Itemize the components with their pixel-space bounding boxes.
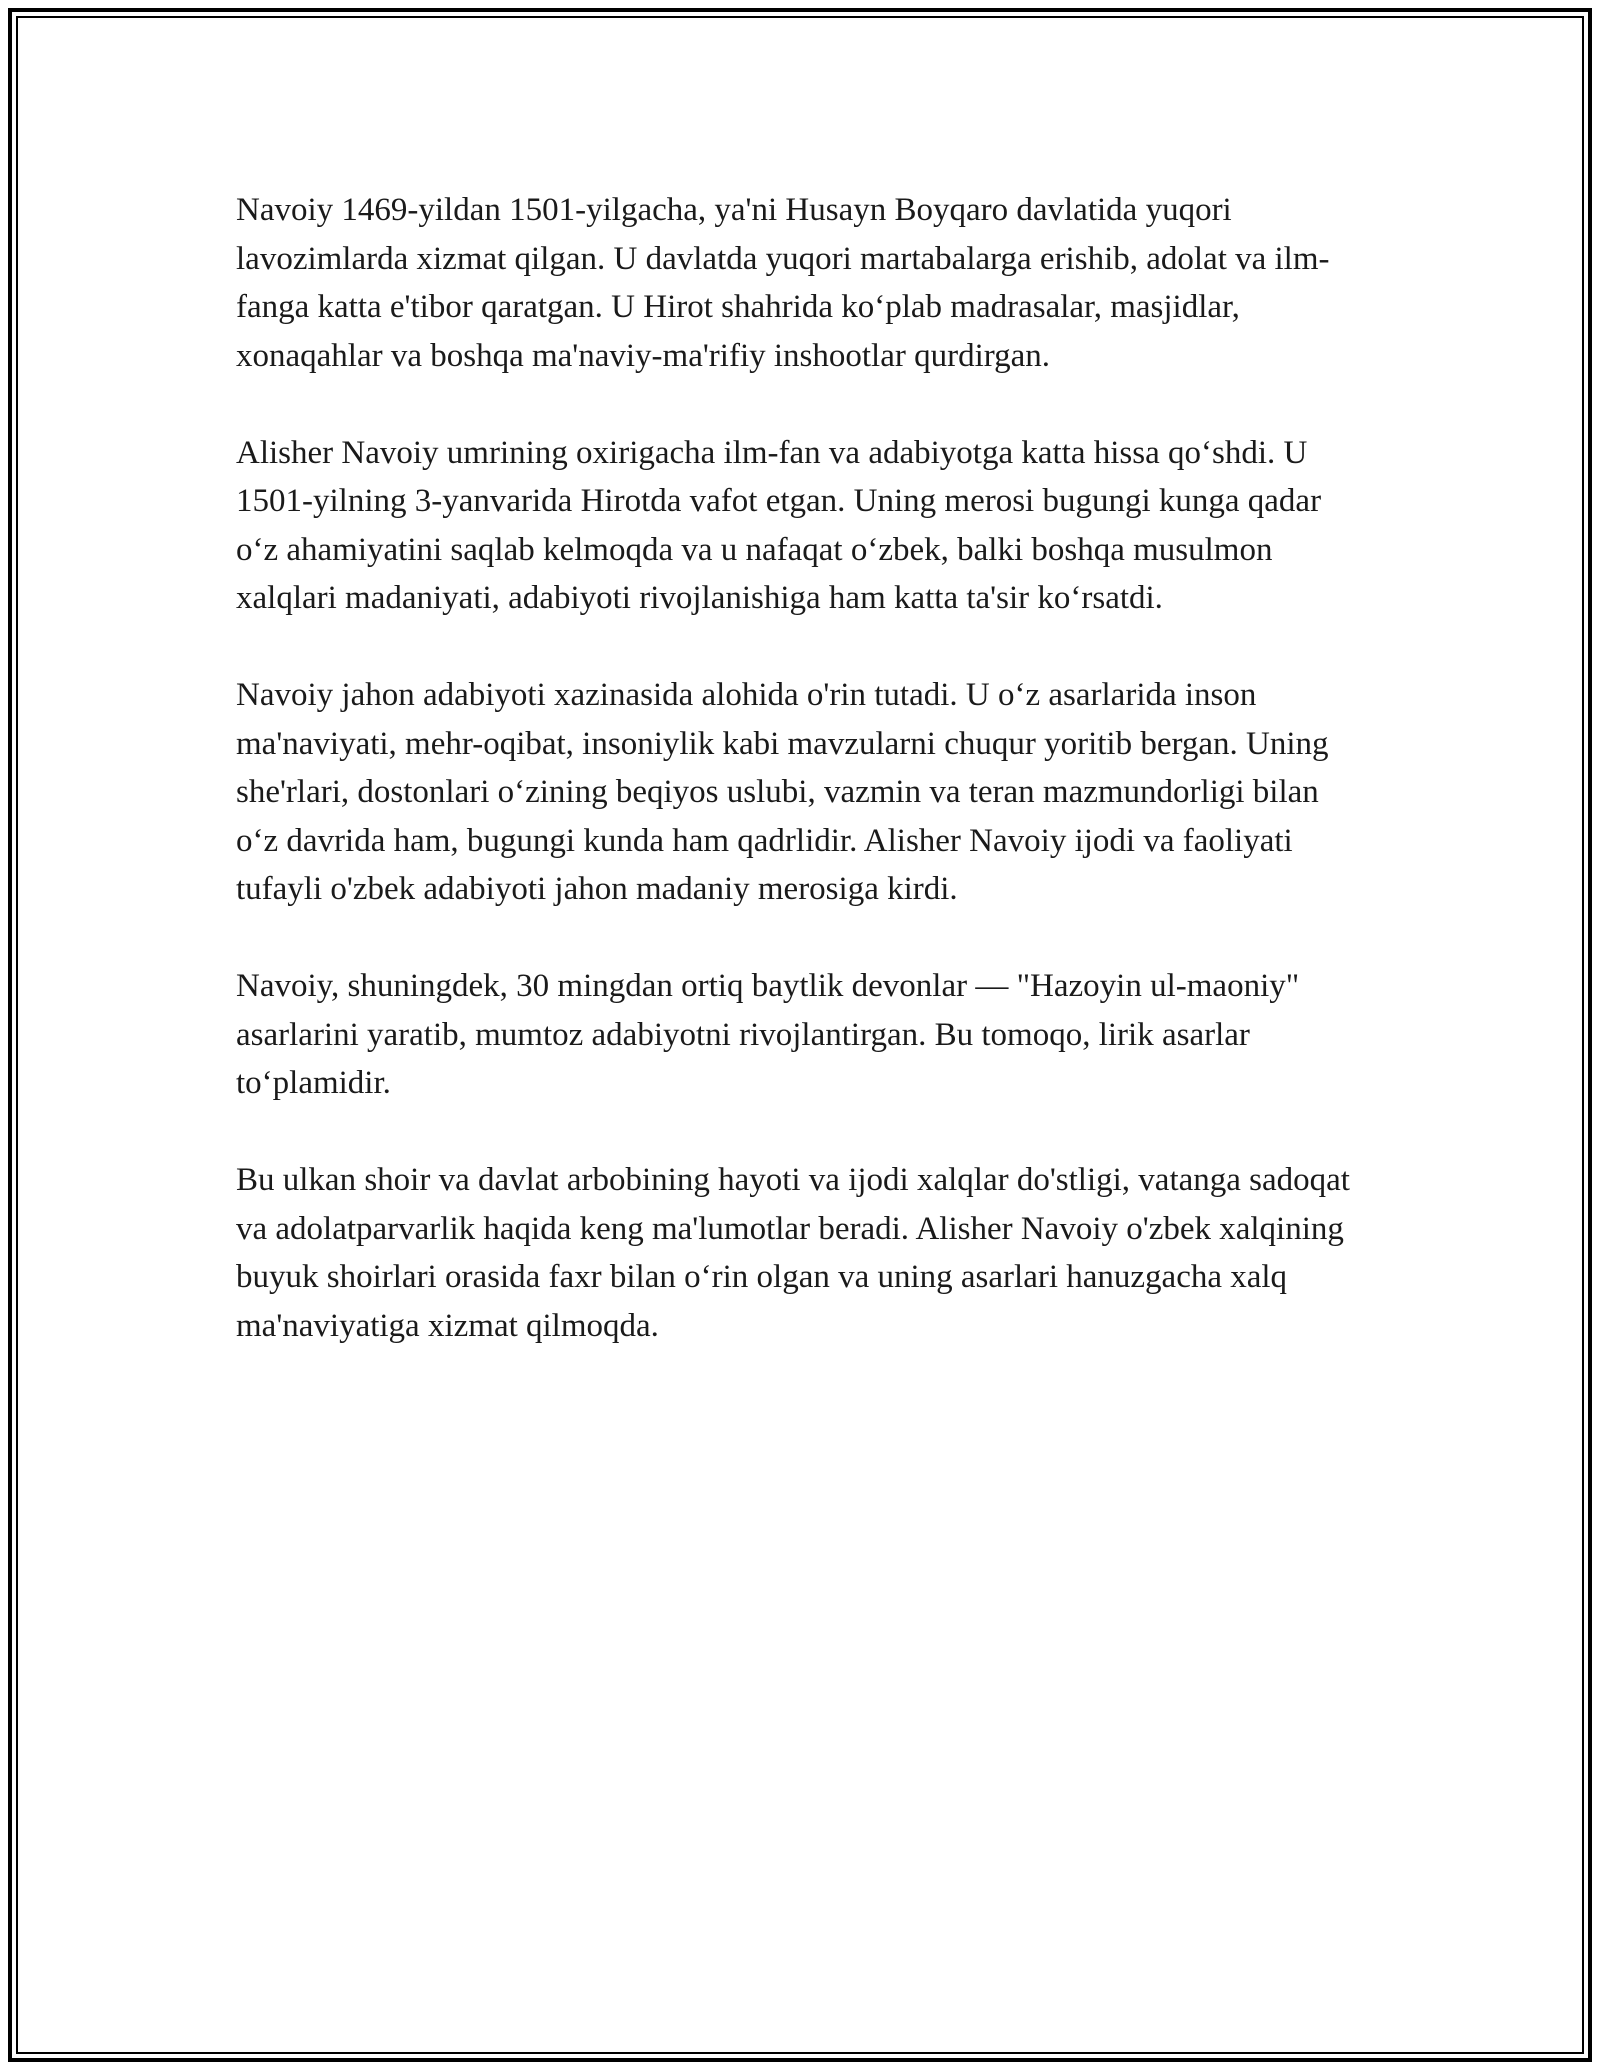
paragraph: Navoiy jahon adabiyoti xazinasida alohida o'rin tutadi. U o‘z asarlarida inson ma'naviyati, mehr-oqibat, insoniylik kabi mavzularni chuqur yoritib bergan. Uning she'rlari, dostonlari o‘zining beqiyos uslubi, vazmin va teran mazmundorligi bilan o‘z davrida ham, bugungi kunda ham qadrlidir. Alisher Navoiy ijodi va faoliyati tufayli o'zbek adabiyoti jahon madaniy merosiga kirdi. (236, 677, 1329, 907)
paragraph: Navoiy 1469-yildan 1501-yilgacha, ya'ni Husayn Boyqaro davlatida yuqori lavozimlarda xizmat qilgan. U davlatda yuqori martabalarga erishib, adolat va ilm-fanga katta e'tibor qaratgan. U Hirot shahrida ko‘plab madrasalar, masjidlar, xonaqahlar va boshqa ma'naviy-ma'rifiy inshootlar qurdirgan. (236, 192, 1330, 374)
paragraph: Bu ulkan shoir va davlat arbobining hayoti va ijodi xalqlar do'stligi, vatanga sadoqat va adolatparvarlik haqida keng ma'lumotlar beradi. Alisher Navoiy o'zbek xalqining buyuk shoirlari orasida faxr bilan o‘rin olgan va uning asarlari hanuzgacha xalq ma'naviyatiga xizmat qilmoqda. (236, 1162, 1350, 1344)
paragraph: Navoiy, shuningdek, 30 mingdan ortiq baytlik devonlar — "Hazoyin ul-maoniy" asarlarini yaratib, mumtoz adabiyotni rivojlantirgan. Bu tomoqo, lirik asarlar to‘plamidir. (236, 968, 1300, 1101)
paragraph: Alisher Navoiy umrining oxirigacha ilm-fan va adabiyotga katta hissa qo‘shdi. U 1501-yilning 3-yanvarida Hirotda vafot etgan. Uning merosi bugungi kunga qadar o‘z ahamiyatini saqlab kelmoqda va u nafaqat o‘zbek, balki boshqa musulmon xalqlari madaniyati, adabiyoti rivojlanishiga ham katta ta'sir ko‘rsatdi. (236, 434, 1322, 616)
document-body (236, 186, 1366, 1350)
